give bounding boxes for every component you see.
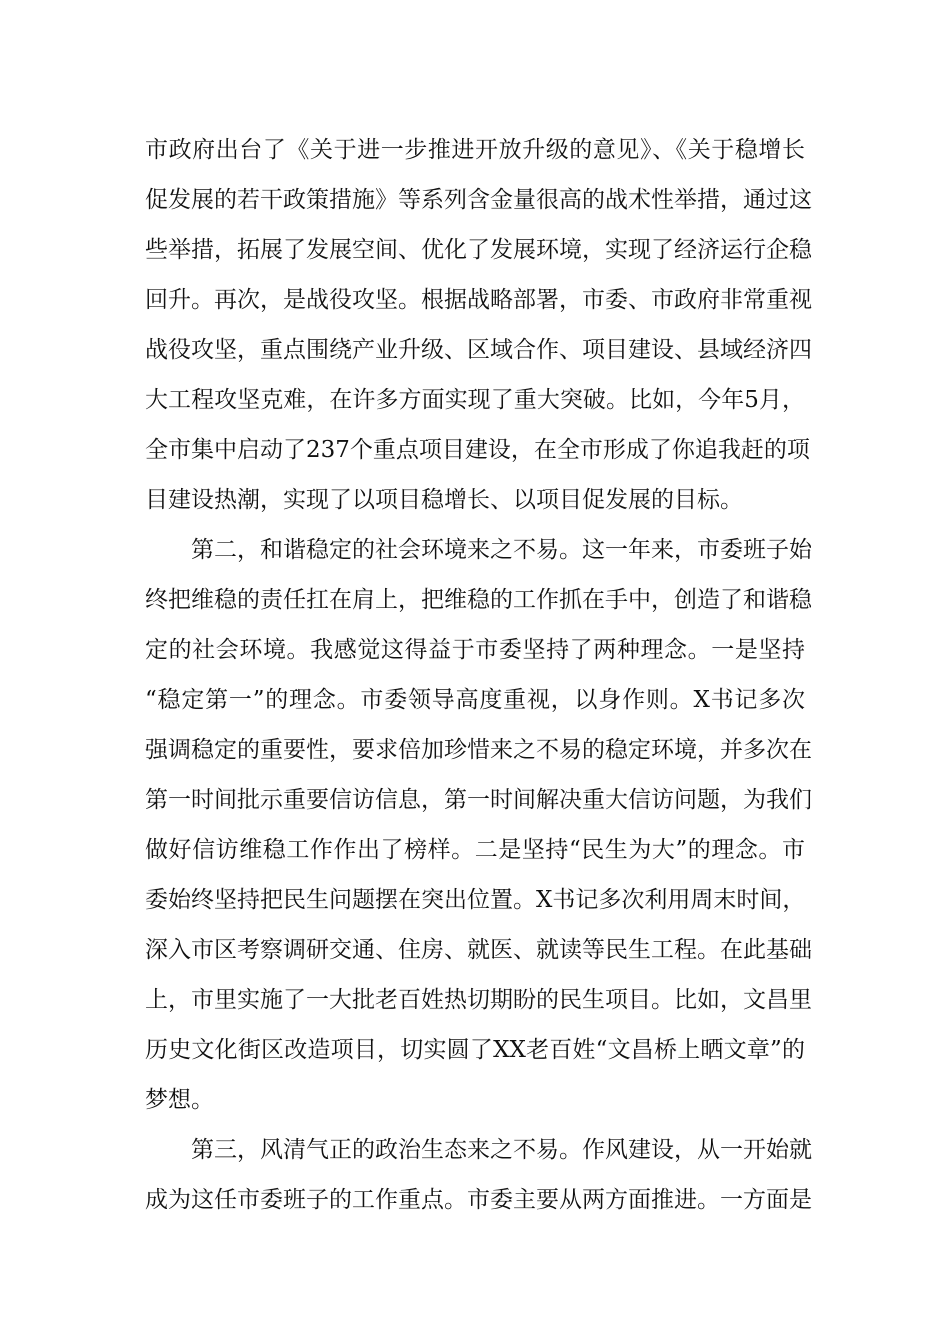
text-line: 委始终坚持把民生问题摆在突出位置。X书记多次利用周末时间， [145,887,806,913]
text-line: 回升。再次，是战役攻坚。根据战略部署，市委、市政府非常重视 [145,287,812,313]
text-line: 深入市区考察调研交通、住房、就医、就读等民生工程。在此基础 [145,937,812,963]
text-line: 成为这任市委班子的工作重点。市委主要从两方面推进。一方面是 [145,1187,812,1213]
text-line: 梦想。 [145,1087,214,1113]
text-line: 上，市里实施了一大批老百姓热切期盼的民生项目。比如，文昌里 [145,987,812,1013]
text-line: 全市集中启动了237个重点项目建设，在全市形成了你追我赶的项 [145,437,810,463]
text-line: 大工程攻坚克难，在许多方面实现了重大突破。比如，今年5月， [145,387,805,413]
text-line: 终把维稳的责任扛在肩上，把维稳的工作抓在手中，创造了和谐稳 [145,587,812,613]
text-line: 些举措，拓展了发展空间、优化了发展环境，实现了经济运行企稳 [145,237,812,263]
text-line: 目建设热潮，实现了以项目稳增长、以项目促发展的目标。 [145,487,743,513]
text-line: 第一时间批示重要信访信息，第一时间解决重大信访问题，为我们 [145,787,812,813]
text-line: 历史文化街区改造项目，切实圆了XX老百姓“文昌桥上晒文章”的 [145,1037,805,1063]
text-line: 战役攻坚，重点围绕产业升级、区域合作、项目建设、县域经济四 [145,337,812,363]
paragraph-start-line: 第二，和谐稳定的社会环境来之不易。这一年来，市委班子始 [145,537,812,563]
paragraph-start-line: 第三，风清气正的政治生态来之不易。作风建设，从一开始就 [145,1137,812,1163]
text-line: 市政府出台了《关于进一步推进开放升级的意见》、《关于稳增长 [145,137,805,163]
text-line: “稳定第一”的理念。市委领导高度重视，以身作则。X书记多次 [145,687,805,713]
text-line: 促发展的若干政策措施》等系列含金量很高的战术性举措，通过这 [145,187,812,213]
text-line: 强调稳定的重要性，要求倍加珍惜来之不易的稳定环境，并多次在 [145,737,812,763]
text-line: 定的社会环境。我感觉这得益于市委坚持了两种理念。一是坚持 [145,637,805,663]
text-line: 做好信访维稳工作作出了榜样。二是坚持“民生为大”的理念。市 [145,837,805,863]
